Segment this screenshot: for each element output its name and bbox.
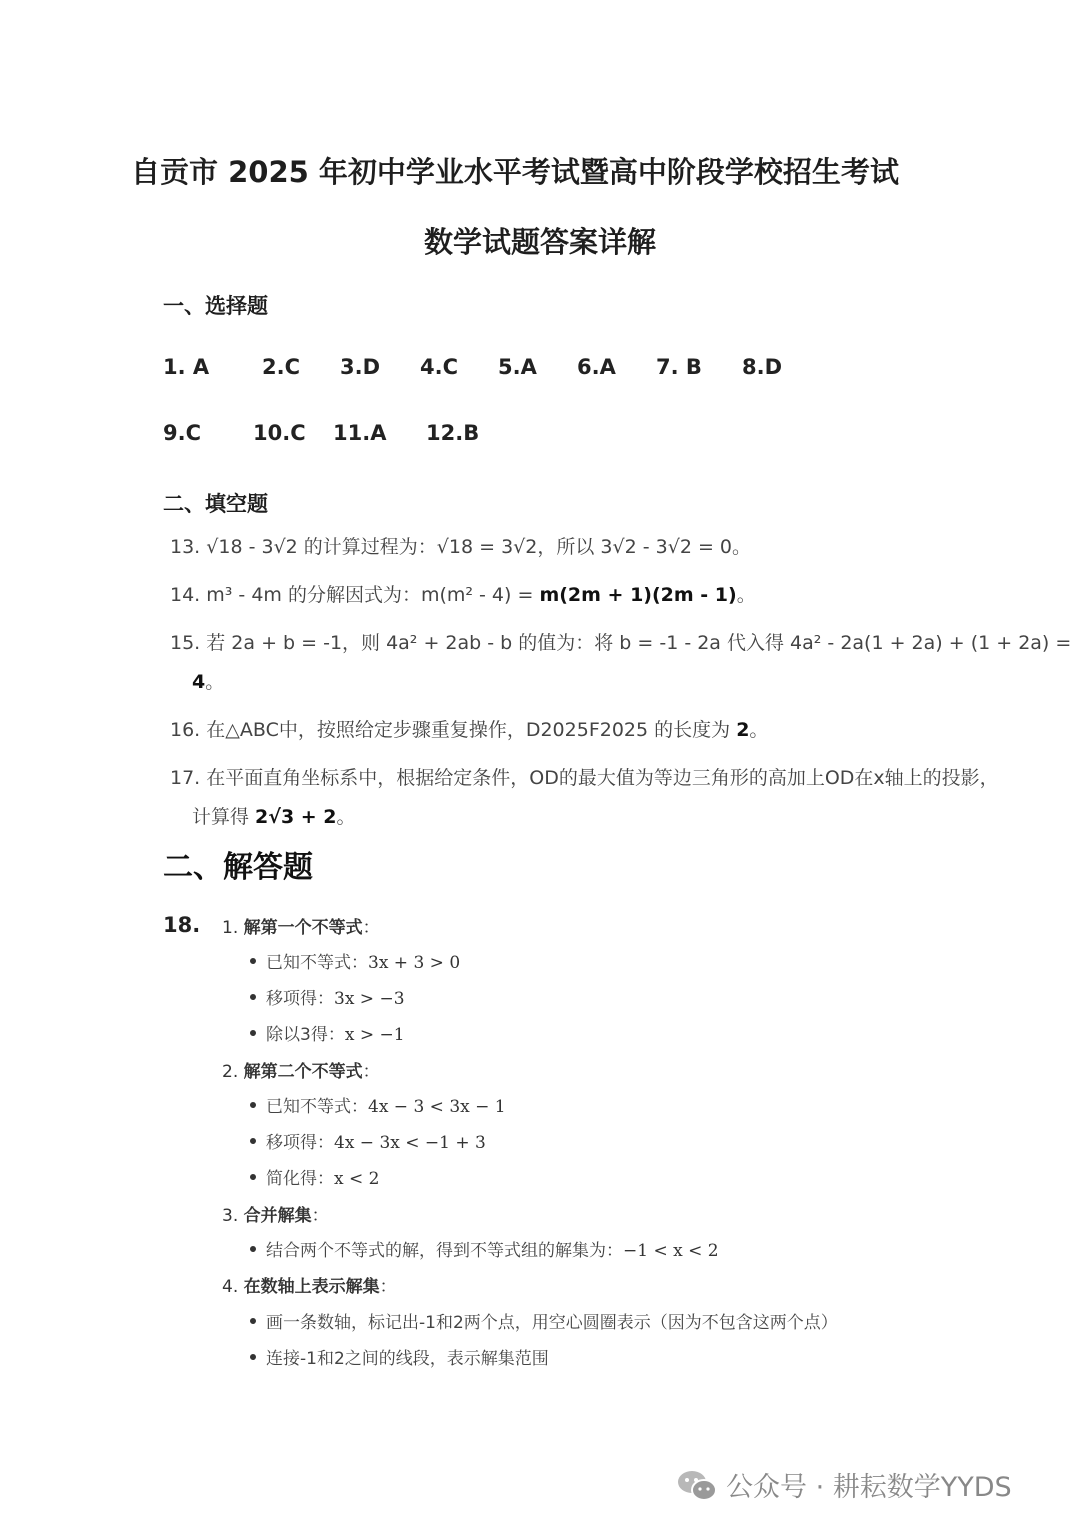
step-4-title: 在数轴上表示解集 [243,1277,380,1297]
fill-q17-answer-line [192,802,356,829]
bullet-text: 画一条数轴，标记出-1和2两个点，用空心圆圈表示（因为不包含这两个点） [266,1313,838,1333]
answer-3: 3.D [340,355,381,379]
bullet-label: 移项得： [266,1133,334,1153]
answer-4: 4.C [420,355,459,379]
step-1 [222,913,380,938]
bullet-text: 连接-1和2之间的线段，表示解集范围 [266,1349,549,1369]
bullet-math: x > −1 [344,1025,405,1045]
answer-10: 10.C [253,421,306,445]
fill-q15-answer-line [192,667,224,694]
bullet-dot [250,1102,256,1108]
step-1-colon: ： [362,918,380,938]
fill-q14 [170,580,756,607]
wechat-icon [676,1468,718,1509]
bullet-math: 3x > −3 [334,989,405,1009]
bullet-math: 4x − 3 < 3x − 1 [368,1097,506,1117]
bullet-math: −1 < x < 2 [623,1241,719,1261]
answer-5: 5.A [498,355,537,379]
step-4 [222,1272,397,1297]
bullet-math: 3x + 3 > 0 [368,953,461,973]
q17-text: 计算得 [192,806,256,828]
step-1-bullet-3 [250,1020,405,1045]
bullet-label: 移项得： [266,989,334,1009]
answer-1: 1. A [163,355,210,379]
fill-heading: 二、填空题 [163,492,268,516]
bullet-dot [250,994,256,1000]
watermark [676,1465,1012,1509]
step-4-bullet-1 [250,1308,838,1333]
doc-title: 自贡市 2025 年初中学业水平考试暨高中阶段学校招生考试 [131,155,899,189]
bullet-math: x < 2 [334,1169,380,1189]
q16-end: 。 [749,719,769,741]
step-3 [222,1201,329,1226]
step-2-bullet-3 [250,1164,379,1189]
bullet-math: 4x − 3x < −1 + 3 [334,1133,486,1153]
answer-7: 7. B [656,355,702,379]
fill-q16 [170,715,768,742]
fill-q17: 17. 在平面直角坐标系中，根据给定条件，OD的最大值为等边三角形的高加上OD在x轴上的投影， [170,767,999,789]
step-3-title: 合并解集 [243,1206,312,1226]
doc-subtitle: 数学试题答案详解 [423,225,656,259]
q17-end: 。 [336,806,356,828]
bullet-dot [250,1354,256,1360]
bullet-dot [250,958,256,964]
step-1-bullet-1 [250,948,460,973]
step-4-num: 4. [222,1277,239,1297]
bullet-dot [250,1246,256,1252]
bullet-dot [250,1030,256,1036]
bullet-label: 结合两个不等式的解，得到不等式组的解集为： [266,1241,623,1261]
bullet-label: 简化得： [266,1169,334,1189]
answer-12: 12.B [426,421,480,445]
answer-9: 9.C [163,421,202,445]
step-3-bullet-1 [250,1236,719,1261]
q18-number: 18. [163,913,201,937]
answer-2: 2.C [262,355,301,379]
bullet-label: 除以3得： [266,1025,345,1045]
step-1-title: 解第一个不等式 [243,918,363,938]
step-4-bullet-2 [250,1344,549,1369]
answer-11: 11.A [333,421,387,445]
step-2 [222,1057,380,1082]
q16-text: 16. 在△ABC中，按照给定步骤重复操作，D2025F2025 的长度为 [170,719,737,741]
bullet-dot [250,1138,256,1144]
q15-answer: 4 [192,671,206,693]
bullet-dot [250,1174,256,1180]
step-3-colon: ： [311,1206,329,1226]
step-1-num: 1. [222,918,239,938]
q14-text: 14. m³ - 4m 的分解因式为：m(m² - 4) = [170,584,540,606]
step-2-colon: ： [362,1062,380,1082]
q14-end: 。 [736,584,756,606]
fill-q13: 13. √18 - 3√2 的计算过程为：√18 = 3√2，所以 3√2 - 3√2 = 0。 [170,536,751,558]
bullet-dot [250,1318,256,1324]
answer-8: 8.D [742,355,783,379]
step-2-title: 解第二个不等式 [243,1062,363,1082]
step-4-colon: ： [379,1277,397,1297]
q15-end: 。 [205,671,225,693]
step-2-num: 2. [222,1062,239,1082]
step-1-bullet-2 [250,984,405,1009]
q16-answer: 2 [736,719,750,741]
solve-heading: 二、解答题 [163,850,313,885]
q17-answer: 2√3 + 2 [255,806,337,828]
answer-6: 6.A [577,355,616,379]
bullet-label: 已知不等式： [266,953,368,973]
step-2-bullet-1 [250,1092,506,1117]
q14-answer: m(2m + 1)(2m - 1) [539,584,737,606]
bullet-label: 已知不等式： [266,1097,368,1117]
step-2-bullet-2 [250,1128,486,1153]
fill-q15: 15. 若 2a + b = -1，则 4a² + 2ab - b 的值为：将 b = -1 - 2a 代入得 4a² - 2a(1 + 2a) + (1 + 2a) = [170,632,1072,654]
choice-heading: 一、选择题 [163,294,268,318]
watermark-text: 公众号 · 耕耘数学YYDS [726,1472,1012,1503]
step-3-num: 3. [222,1206,239,1226]
